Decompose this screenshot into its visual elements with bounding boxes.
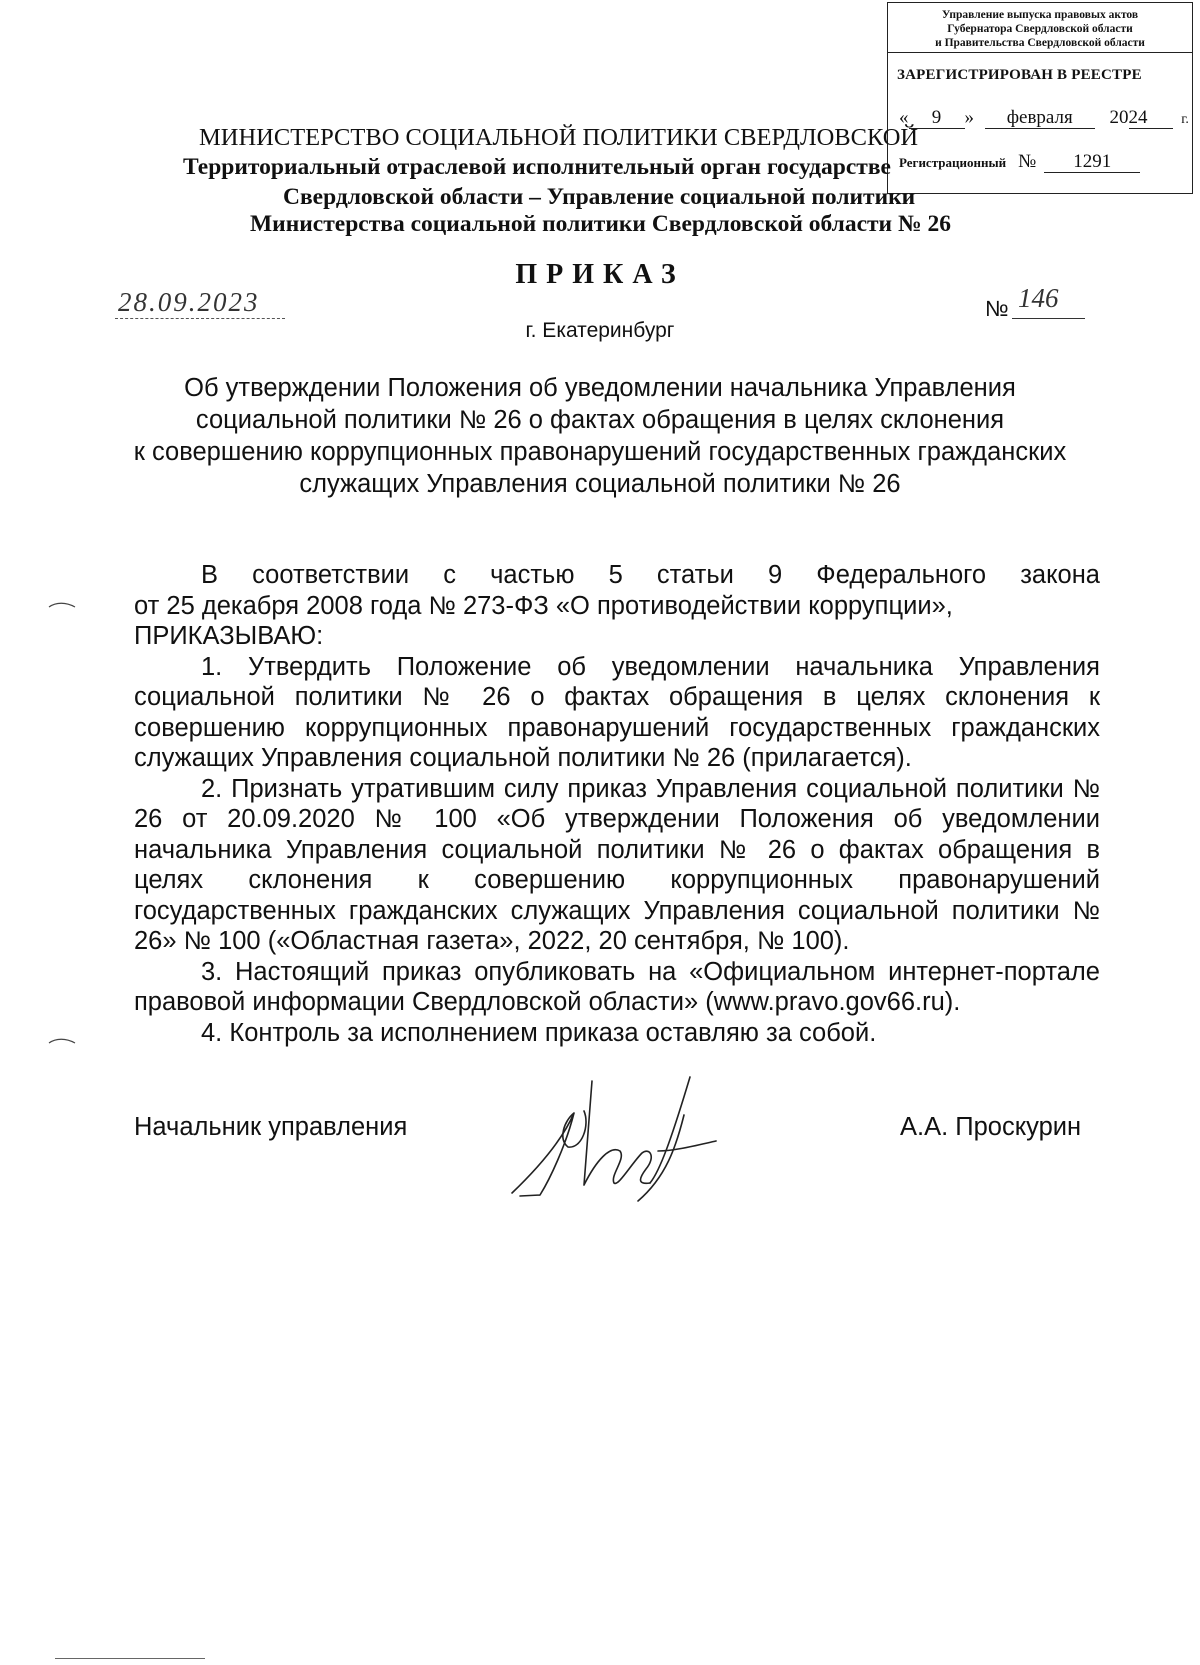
ministry-name: МИНИСТЕРСТВО СОЦИАЛЬНОЙ ПОЛИТИКИ СВЕРДЛОВСКОЙ xyxy=(199,124,919,151)
order-title: ПРИКАЗ xyxy=(515,259,685,290)
order-item-1: 1. Утвердить Положение об уведомлении начальника Управления социальной политики № 26 о фактах обращения в целях склонения к совершению коррупционных правонарушений государственных гражданских служащих Управления социальной политики № 26 (прилагается). xyxy=(134,652,1100,772)
handwritten-signature xyxy=(500,1075,730,1205)
signatory-position: Начальник управления xyxy=(134,1113,408,1141)
order-word: ПРИКАЗЫВАЮ: xyxy=(134,622,324,650)
order-item-3: 3. Настоящий приказ опубликовать на «Официальном интернет-портале правовой информации Свердловской области» (www.pravo.gov66.ru). xyxy=(134,957,1100,1016)
stamp-month: февраля xyxy=(985,108,1095,129)
stamp-header xyxy=(888,3,1192,53)
signatory-name: А.А. Проскурин xyxy=(900,1113,1082,1141)
preamble-line-2: от 25 декабря 2008 года № 273-ФЗ «О противодействии коррупции», xyxy=(134,591,953,620)
org-line-3: Министерства социальной политики Свердловской области № 26 xyxy=(250,211,951,237)
stamp-header-line: Управление выпуска правовых актов xyxy=(941,9,1139,21)
registration-stamp xyxy=(887,2,1193,194)
order-subject xyxy=(60,372,1140,500)
org-line-2: Свердловской области – Управление социальной политики xyxy=(283,184,916,210)
subject-line: к совершению коррупционных правонарушений государственных гражданских xyxy=(133,438,1067,466)
subject-line: служащих Управления социальной политики № 26 xyxy=(299,470,901,498)
subject-line: Об утверждении Положения об уведомлении начальника Управления xyxy=(184,374,1016,402)
order-item-4: 4. Контроль за исполнением приказа оставляю за собой. xyxy=(201,1018,877,1047)
stamp-number-sign: № xyxy=(1018,151,1037,172)
stamp-reg-number: 1291 xyxy=(1044,152,1140,173)
scan-mark xyxy=(48,601,76,609)
stamp-quote-close: » xyxy=(964,107,974,128)
order-number-sign: № xyxy=(985,296,1009,321)
stamp-year-suffix: 24 xyxy=(1129,108,1173,129)
order-number-handwritten: 146 xyxy=(1018,283,1059,313)
stamp-header-line: Губернатора Свердловской области xyxy=(947,23,1133,35)
stamp-year-prefix: 20 xyxy=(1109,107,1129,128)
stamp-reg-number-label: Регистрационный xyxy=(899,155,1007,170)
subject-line: социальной политики № 26 о фактах обращения в целях склонения xyxy=(195,406,1005,434)
stamp-date xyxy=(899,107,1189,129)
org-line-1: Территориальный отраслевой исполнительный орган государстве xyxy=(183,154,891,180)
order-city: г. Екатеринбург xyxy=(525,319,675,342)
stamp-registered-label: ЗАРЕГИСТРИРОВАН В РЕЕСТРЕ xyxy=(897,67,1142,83)
preamble-line-1: В соответствии с частью 5 статьи 9 Федерального закона xyxy=(201,561,1100,589)
stamp-year-abbr: г. xyxy=(1181,112,1189,127)
stamp-reg-number-row xyxy=(899,151,1140,173)
order-item-2: 2. Признать утратившим силу приказ Управления социальной политики № 26 от 20.09.2020 № 100 «Об утверждении Положения об уведомлении начальника Управления социальной политики № 26 о фактах обращения в целях склонения к совершению коррупционных правонарушений государственных гражданских служащих Управления социальной политики № 26» № 100 («Областная газета», 2022, 20 сентября, № 100). xyxy=(134,774,1100,955)
order-date-handwritten: 28.09.2023 xyxy=(118,287,260,317)
scan-mark xyxy=(48,1037,76,1045)
footnote-rule xyxy=(55,1658,205,1659)
stamp-header-line: и Правительства Свердловской области xyxy=(935,37,1145,49)
stamp-quote-open: « xyxy=(899,107,909,128)
stamp-day: 9 xyxy=(909,108,965,129)
order-body xyxy=(134,560,1100,1048)
